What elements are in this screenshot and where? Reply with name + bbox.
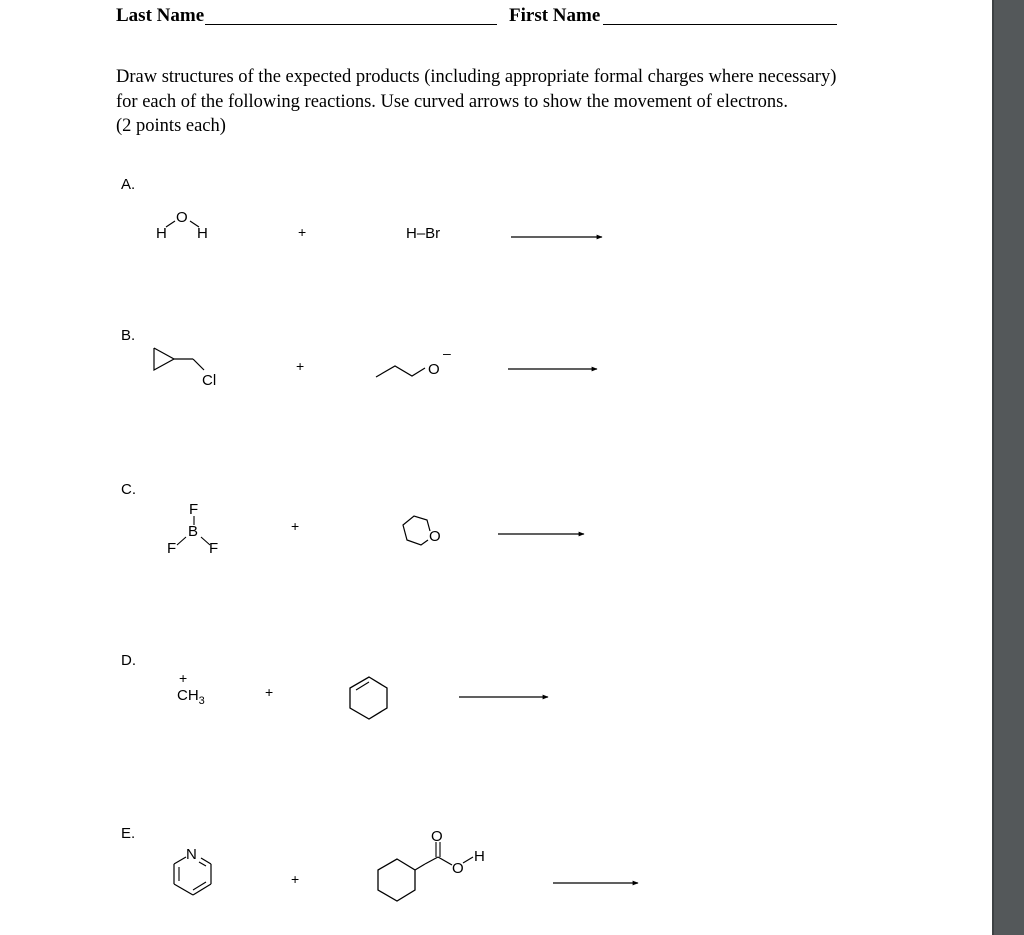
thf-structure: [403, 516, 441, 545]
last-name-label: Last Name: [116, 5, 205, 26]
cyclohexene-structure: [350, 677, 387, 719]
methyl-subscript: 3: [198, 695, 205, 707]
acid-carbonyl-o: O: [431, 828, 443, 845]
propoxide-charge: –: [443, 345, 451, 361]
cyclopropylmethyl-chloride-structure: [154, 348, 216, 389]
acid-hydroxyl-o: O: [452, 860, 464, 877]
plus-sign-d: +: [265, 684, 274, 700]
propoxide-o: O: [428, 361, 440, 378]
plus-sign-c: +: [291, 518, 300, 534]
bf3-b: B: [188, 523, 199, 540]
plus-sign-b: +: [296, 358, 305, 374]
problem-e-label: E.: [121, 825, 136, 842]
instructions-line-1: Draw structures of the expected products (including appropriate formal charges where necessary): [116, 67, 837, 87]
plus-sign-a: +: [298, 224, 307, 240]
bf3-structure: [167, 501, 218, 557]
cyclohexylacetic-acid-structure: [378, 828, 485, 901]
methyl-charge: +: [179, 670, 188, 686]
bf3-f-right: F: [209, 540, 219, 557]
acid-h: H: [474, 848, 485, 865]
pyridine-n: N: [186, 846, 197, 863]
chlorine-atom: Cl: [202, 372, 217, 389]
plus-sign-e: +: [291, 871, 300, 887]
water-h-left: H: [156, 225, 167, 242]
points-note: (2 points each): [116, 116, 226, 136]
hbr-structure: H–Br: [406, 225, 441, 242]
water-o: O: [176, 209, 188, 226]
thf-o: O: [429, 528, 441, 545]
propoxide-structure: [376, 345, 451, 378]
problem-a-label: A.: [121, 176, 136, 193]
problem-b-label: B.: [121, 327, 136, 344]
bf3-f-left: F: [167, 540, 177, 557]
problem-c-label: C.: [121, 481, 136, 498]
scrollbar[interactable]: [992, 0, 1024, 935]
bf3-f-top: F: [189, 501, 199, 518]
water-structure: [156, 209, 208, 242]
scrollbar-edge: [992, 0, 994, 935]
water-h-right: H: [197, 225, 208, 242]
first-name-label: First Name: [509, 5, 601, 26]
methyl-ch: CH: [177, 687, 199, 704]
instructions-line-2: for each of the following reactions. Use curved arrows to show the movement of electrons.: [116, 91, 788, 112]
problem-d-label: D.: [121, 652, 136, 669]
pyridine-structure: [174, 846, 211, 895]
